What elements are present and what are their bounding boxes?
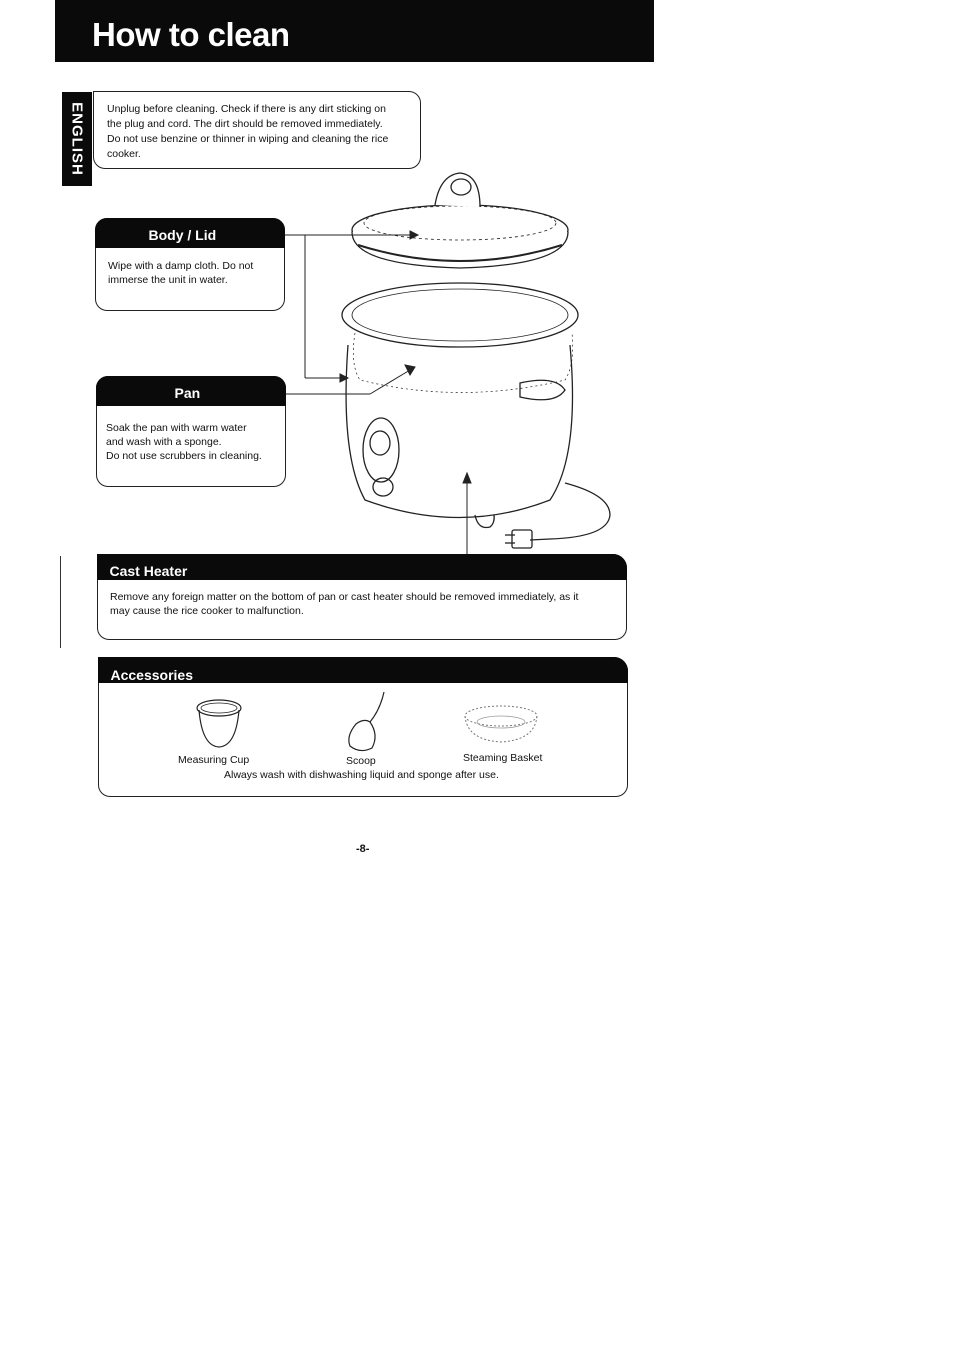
cast-heater-section: [97, 554, 627, 640]
body-lid-text: [108, 259, 253, 287]
text-line: and wash with a sponge.: [106, 436, 222, 448]
pan-section: [96, 376, 286, 487]
callout-lines: [285, 231, 471, 555]
intro-note: [93, 91, 421, 169]
text-line: Remove any foreign matter on the bottom of pan or cast heater should be removed immediately, as it: [110, 591, 579, 603]
measuring-cup-icon: [194, 698, 244, 750]
body-lid-title: Body / Lid: [148, 226, 217, 243]
pan-title: Pan: [174, 384, 201, 401]
body-illustration: [346, 345, 610, 548]
scoop-icon: [344, 690, 389, 755]
scoop-label: Scoop: [346, 755, 376, 767]
language-label: ENGLISH: [68, 102, 86, 176]
language-tab: [62, 92, 92, 186]
page-title: How to clean: [92, 16, 290, 53]
note-line: cooker.: [107, 148, 141, 160]
cast-heater-title: Cast Heater: [109, 562, 188, 579]
steaming-basket-label: Steaming Basket: [463, 752, 543, 764]
pan-header: [96, 376, 286, 406]
text-line: may cause the rice cooker to malfunction.: [110, 605, 304, 617]
note-line: Do not use benzine or thinner in wiping and cleaning the rice: [107, 133, 389, 145]
cast-heater-header: [97, 554, 627, 580]
pan-illustration: [342, 283, 578, 393]
measuring-cup-label: Measuring Cup: [178, 754, 250, 766]
accessories-title: Accessories: [110, 666, 194, 683]
margin-rule: [60, 556, 61, 648]
accessories-note: Always wash with dishwashing liquid and sponge after use.: [224, 769, 499, 781]
accessories-header: [98, 657, 628, 683]
body-lid-header: [95, 218, 285, 248]
body-lid-section: [95, 218, 285, 311]
accessories-section: [98, 657, 628, 797]
rice-cooker-diagram: [280, 165, 620, 560]
text-line: immerse the unit in water.: [108, 274, 228, 286]
text-line: Do not use scrubbers in cleaning.: [106, 450, 262, 462]
text-line: Wipe with a damp cloth. Do not: [108, 260, 254, 272]
text-line: Soak the pan with warm water: [106, 422, 247, 434]
note-line: Unplug before cleaning. Check if there is any dirt sticking on: [107, 103, 386, 115]
cast-heater-text: [110, 590, 578, 618]
steaming-basket-icon: [461, 702, 541, 747]
note-line: the plug and cord. The dirt should be removed immediately.: [107, 118, 383, 130]
pan-text: [106, 421, 262, 463]
page-header: [55, 0, 654, 62]
lid-illustration: [352, 173, 568, 268]
page-number: -8-: [356, 843, 370, 855]
